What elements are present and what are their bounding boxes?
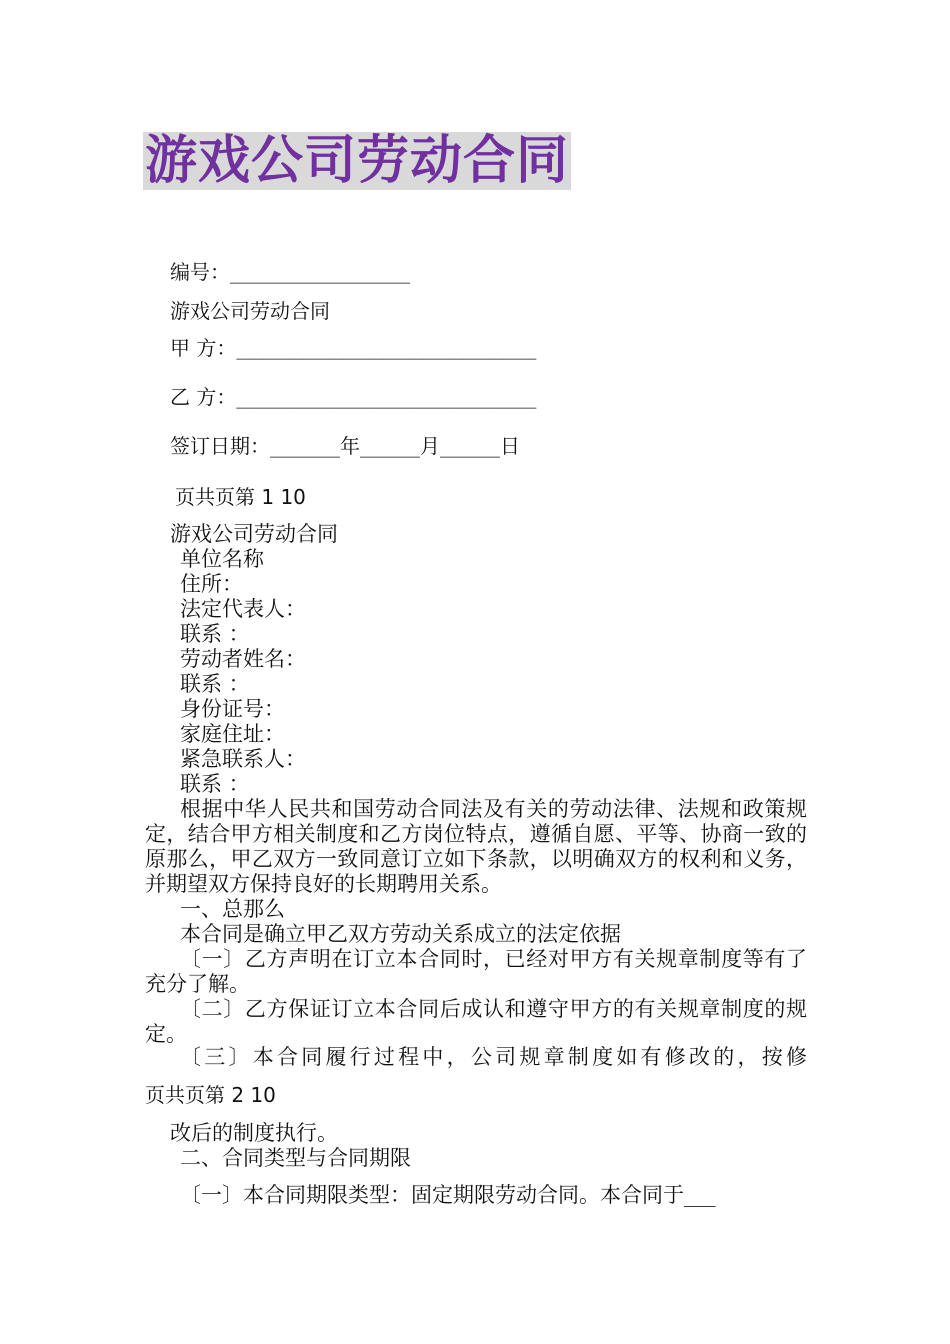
- clause-3: 〔三〕本合同履行过程中，公司规章制度如有修改的，按修: [180, 1045, 807, 1069]
- intro-paragraph: 根据中华人民共和国劳动合同法及有关的劳动法律、法规和政策规定，结合甲方相关制度和乙方岗位特点，遵循自愿、平等、协商一致的原那么，甲乙双方一致同意订立如下条款，以明确双方的权利和义务，并期望双方保持良好的长期聘用关系。: [145, 797, 807, 896]
- party-b-line: 乙 方：______________________________: [170, 385, 537, 409]
- field-address: 住所：: [180, 572, 243, 596]
- field-worker-name: 劳动者姓名：: [180, 647, 306, 671]
- section-1-text: 本合同是确立甲乙双方劳动关系成立的法定依据: [180, 922, 621, 946]
- section-1-title: 一、总那么: [180, 897, 285, 921]
- field-contact: 联系 ：: [180, 672, 250, 696]
- party-a-line: 甲 方：______________________________: [170, 336, 537, 360]
- sign-date-line: 签订日期：_______年______月______日: [170, 434, 520, 458]
- continuation-line: 改后的制度执行。: [170, 1121, 338, 1145]
- page-footer: 页共页第 2 10: [145, 1083, 276, 1107]
- document-title: 游戏公司劳动合同: [145, 131, 570, 191]
- section-2-clause-1: 〔一〕本合同期限类型：固定期限劳动合同。本合同于___: [180, 1183, 716, 1207]
- body-heading: 游戏公司劳动合同: [170, 522, 338, 546]
- clause-2: 〔二〕乙方保证订立本合同后成认和遵守甲方的有关规章制度的规定。: [145, 997, 807, 1046]
- contract-number-line: 编号：__________________: [170, 260, 410, 284]
- field-id-number: 身份证号：: [180, 697, 285, 721]
- field-emergency-contact: 紧急联系人：: [180, 747, 306, 771]
- clause-1: 〔一〕乙方声明在订立本合同时，已经对甲方有关规章制度等有了充分了解。: [145, 947, 807, 996]
- field-contact: 联系 ：: [180, 622, 250, 646]
- cover-doc-name: 游戏公司劳动合同: [170, 299, 330, 323]
- field-legal-representative: 法定代表人：: [180, 597, 306, 621]
- field-home-address: 家庭住址：: [180, 722, 285, 746]
- page-footer: 页共页第 1 10: [175, 485, 306, 509]
- section-2-title: 二、合同类型与合同期限: [180, 1146, 411, 1170]
- field-company-name: 单位名称: [180, 547, 264, 571]
- field-contact: 联系 ：: [180, 772, 250, 796]
